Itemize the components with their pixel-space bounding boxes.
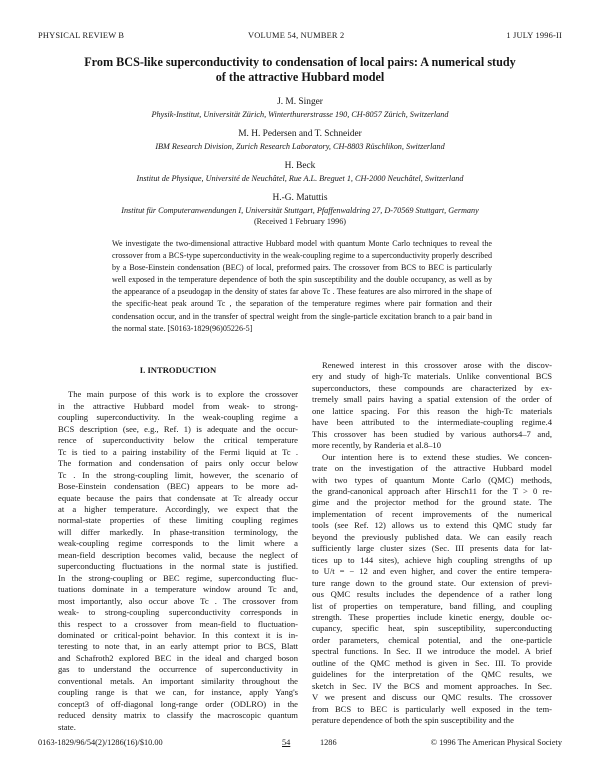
text-line: tices up to 144 sites), achieve high coupling strengths of up [312, 554, 552, 565]
text-line: sufficiently large cluster sizes (Sec. III presents data for lat- [312, 543, 552, 554]
text-line: Tc . In the strong-coupling limit, however, the scenario of [58, 469, 298, 480]
text-line: This crossover has been studied by various authors4–7 and, [312, 428, 552, 439]
text-line: conventional metals. An important similarity throughout the [58, 675, 298, 686]
text-line: V we present and discuss our QMC results. The crossover [312, 692, 552, 703]
journal-name: PHYSICAL REVIEW B [38, 31, 125, 40]
copyright: © 1996 The American Physical Society [430, 738, 562, 747]
text-line: state. [58, 721, 76, 732]
text-line: reduced density matrix to classify the macroscopic quantum [58, 710, 298, 721]
text-line: most importantly, also occur above Tc . The crossover from [58, 595, 298, 606]
affiliation: Physik-Institut, Universität Zürich, Winterthurerstrasse 190, CH-8057 Zürich, Switzerland [151, 110, 449, 119]
text-line: in the attractive Hubbard model from weak- to strong- [58, 400, 298, 411]
text-line: list of properties on temperature, band filling, and coupling [312, 600, 552, 611]
title-line: of the attractive Hubbard model [215, 70, 385, 84]
received-date: (Received 1 February 1996) [253, 217, 347, 226]
text-line: outline of the QMC method is given in Sec. III. To provide [312, 657, 552, 668]
text-line: tuations dominate in a temperature window around Tc and, [58, 584, 298, 595]
text-line: this respect to a crossover from mean-field to fluctuation- [58, 618, 298, 629]
text-line: cupancy, specific heat, spin susceptibility, superconducting [312, 623, 552, 634]
column-right-body [312, 360, 552, 727]
text-line: guidelines for the interpretation of the QMC results, we [312, 669, 552, 680]
author: M. H. Pedersen and T. Schneider [238, 129, 362, 139]
text-line: weak-coupling regime corresponds to the limit where a [58, 538, 298, 549]
text-line: normal-state properties of these limiting coupling regimes [58, 515, 298, 526]
affiliation: IBM Research Division, Zurich Research Laboratory, CH-8803 Rüschlikon, Switzerland [155, 142, 445, 151]
text-line: rence of superconductivity below the critical temperature [58, 435, 298, 446]
text-line: beyond the previously published data. We can easily reach [312, 531, 552, 542]
text-line: order parameters, chemical potential, and the one-particle [312, 634, 552, 645]
text-line: The formation and condensation of pairs only occur below [58, 458, 298, 469]
text-line: sketch in Sec. IV the BCS and moment approaches. In Sec. [312, 680, 552, 691]
affiliation: Institut für Computeranwendungen I, Universität Stuttgart, Pfaffenwaldring 27, D-70569 Stuttgart, Germany [121, 206, 479, 215]
text-line: perature dependence of both the spin susceptibility and the [312, 715, 514, 726]
text-line: mean-field description becomes valid, because the neglect of [58, 549, 298, 560]
page-footer [38, 738, 562, 750]
abstract: We investigate the two-dimensional attractive Hubbard model with quantum Monte Carlo techniques to reveal the crossover from a BCS-type superconductivity in the weak-coupling regime to a superconductivity properly described by a Bose-Einstein condensation (BEC) of local, preformed pairs. The crossover from BCS to BEC is particularly well exposed in the temperature dependence of both the spin susceptibility and the double occupancy, as well as by the appearance of a pseudogap in the density of states far above Tc . These features are also mirrored in the shape of the specific-heat peak around Tc , the separation of the temperature regimes where pair formation and their condensation occur, and in the transfer of spectral weight from the single-particle excitation branch to a pair band in the normal state. [S0163-1829(96)05226-5] [112, 239, 492, 333]
text-line: Bose-Einstein condensation (BEC) appears to be more ad- [58, 481, 298, 492]
text-line: tremely small pairs having a spatial extension of the order of [312, 394, 552, 405]
text-line: have been attributed to the intermediate-coupling regime.4 [312, 417, 552, 428]
text-line: equate because the pairs that condensate at Tc already occur [58, 492, 298, 503]
text-line: more recently, by Randeria et al.8–10 [312, 440, 442, 451]
text-line: one lattice spacing. For this reason the high-Tc materials [312, 405, 552, 416]
text-line: ous QMC results includes the dependence of a rather long [312, 589, 552, 600]
text-line: and Schafroth2 explored BEC in the ideal and charged boson [58, 652, 298, 663]
text-line: Tc is tied to a pairing instability of the Fermi liquid at Tc . [58, 446, 298, 457]
text-line: Our intention here is to extend these studies. We concen- [322, 451, 552, 462]
text-line: at a higher temperature. Accordingly, we expect that the [58, 503, 298, 514]
text-line: spectral functions. In Sec. II we introduce the model. A brief [312, 646, 552, 657]
column-right [312, 360, 552, 727]
text-line: gas to understand the occurrence of superconductivity in [58, 664, 298, 675]
affiliation: Institut de Physique, Université de Neuchâtel, Rue A.L. Breguet 1, CH-2000 Neuchâtel, Switzerland [136, 174, 464, 183]
author: H.-G. Matuttis [272, 193, 328, 203]
author: H. Beck [284, 161, 316, 171]
text-line: with two types of quantum Monte Carlo (QMC) methods, [312, 474, 552, 485]
text-line: from BCS to BEC is particularly well exposed in the tem- [312, 703, 552, 714]
section-title: I. INTRODUCTION [139, 365, 217, 375]
page-number: 1286 [320, 738, 337, 747]
text-line: ture range down to the ground state. Our extension of previ- [312, 577, 552, 588]
text-line: BCS description (see, e.g., Ref. 1) is adequate and the occur- [58, 423, 298, 434]
column-left-body [58, 389, 298, 733]
text-line: concept3 of off-diagonal long-range order (ODLRO) in the [58, 698, 298, 709]
column-left [58, 365, 298, 733]
text-line: superconductors, these compounds are characterized by ex- [312, 382, 552, 393]
text-line: coupling superconductivity. In the weak-coupling regime a [58, 412, 298, 423]
text-line: to U/t = − 12 and even higher, and cover the entire tempera- [312, 566, 552, 577]
article-code: 0163-1829/96/54(2)/1286(16)/$10.00 [38, 738, 163, 747]
text-line: tools (see Ref. 12) allows us to extend this QMC study far [312, 520, 552, 531]
text-line: strength. These properties include kinetic energy, double oc- [312, 611, 552, 622]
paper-title [40, 55, 560, 85]
issue-date: 1 JULY 1996-II [506, 31, 562, 40]
title-line: From BCS-like superconductivity to condensation of local pairs: A numerical study [84, 55, 516, 69]
text-line: trate on the investigation of the attractive Hubbard model [312, 463, 552, 474]
text-line: weak- to strong-coupling superconductivity corresponds in [58, 607, 298, 618]
text-line: will differ markedly. In phase-transition terminology, the [58, 526, 298, 537]
text-line: dominated or critical-point behavior. In this context it is in- [58, 629, 298, 640]
author: J. M. Singer [277, 97, 323, 107]
text-line: the grand-canonical approach after Hirsch11 for the T > 0 re- [312, 485, 552, 496]
text-line: teresting to note that, in an early attempt prior to BCS, Blatt [58, 641, 298, 652]
volume-number: VOLUME 54, NUMBER 2 [248, 31, 345, 40]
text-line: gime and the projector method for the ground state. The [312, 497, 552, 508]
text-line: implementation of recent improvements of the numerical [312, 508, 552, 519]
text-line: In the strong-coupling or BEC regime, superconducting fluc- [58, 572, 298, 583]
text-line: The main purpose of this work is to explore the crossover [68, 389, 298, 400]
running-header [38, 31, 562, 43]
text-line: superconducting fluctuations in the normal state is justified. [58, 561, 298, 572]
text-line: ery and study of high-Tc materials. Unlike conventional BCS [312, 371, 552, 382]
volume-number-footer: 54 [282, 738, 291, 747]
text-line: Renewed interest in this crossover arose with the discov- [322, 360, 552, 370]
text-line: coupling range is that we can, for instance, apply Yang's [58, 687, 298, 698]
